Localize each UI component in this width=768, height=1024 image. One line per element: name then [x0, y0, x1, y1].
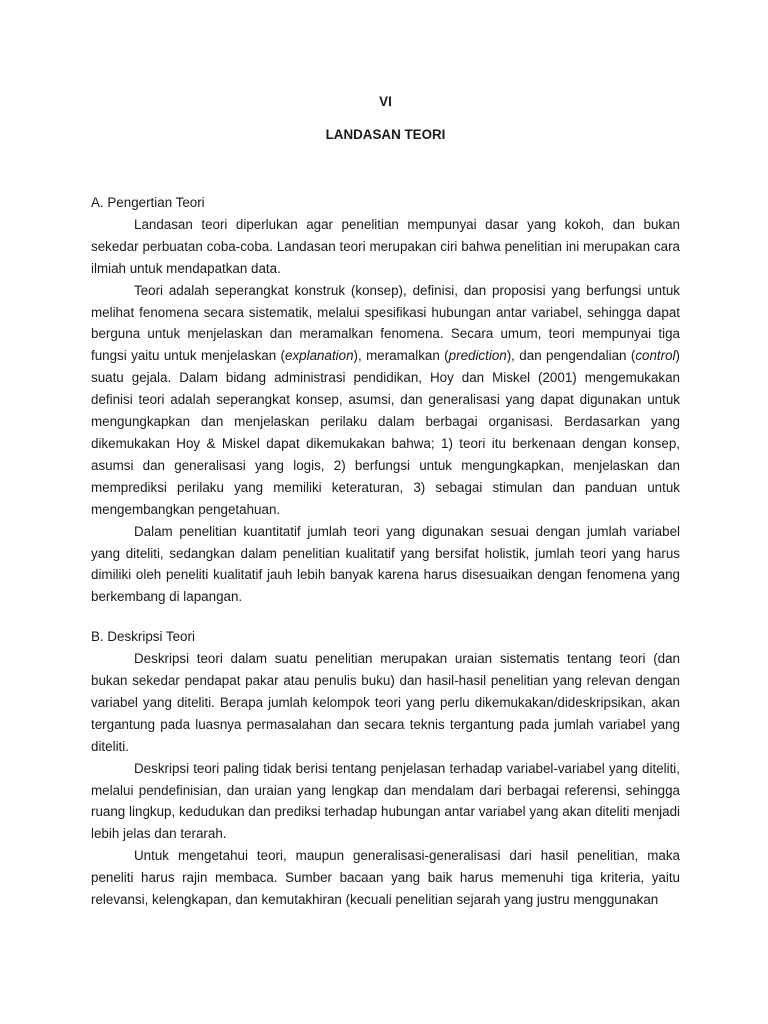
- paragraph-text: Teori adalah seperangkat konstruk (konsep), definisi, dan proposisi yang berfungsi untuk melihat fenomena secara sistematik, melalui spesifikasi hubungan antar variabel, sehingga dapat berguna untuk menjelaskan dan meramalkan fenomena. Secara umum, teori mempunyai tiga fungsi yaitu untuk menjelaskan (: [91, 282, 680, 364]
- section-pengertian-teori: [91, 192, 680, 608]
- italic-term: explanation: [285, 348, 354, 364]
- paragraph: Landasan teori diperlukan agar penelitian mempunyai dasar yang kokoh, dan bukan sekedar perbuatan coba-coba. Landasan teori merupakan ciri bahwa penelitian ini merupakan cara ilmiah untuk mendapatkan data.: [91, 216, 680, 276]
- paragraph: [91, 280, 680, 521]
- chapter-number: VI: [379, 94, 392, 109]
- paragraph: Deskripsi teori dalam suatu penelitian merupakan uraian sistematis tentang teori (dan bukan sekedar pendapat pakar atau penulis buku) dan hasil-hasil penelitian yang relevan dengan variabel yang diteliti. Berapa jumlah kelompok teori yang perlu dikemukakan/dideskripsikan, akan tergantung pada luasnya permasalahan dan secara teknis tergantung pada jumlah variabel yang diteliti.: [91, 651, 680, 754]
- paragraph: Deskripsi teori paling tidak berisi tentang penjelasan terhadap variabel-variabel yang diteliti, melalui pendefinisian, dan uraian yang lengkap dan mendalam dari berbagai referensi, sehingga ruang lingkup, kedudukan dan prediksi terhadap hubungan antar variabel yang akan diteliti menjadi lebih jelas dan terarah.: [91, 760, 680, 842]
- section-heading: B. Deskripsi Teori: [91, 629, 195, 645]
- section-heading: A. Pengertian Teori: [91, 195, 205, 210]
- chapter-title: LANDASAN TEORI: [325, 127, 446, 142]
- italic-term: control: [635, 348, 676, 364]
- paragraph-text: ), dan pengendalian (: [506, 348, 636, 364]
- paragraph-text: ), meramalkan (: [353, 348, 449, 364]
- paragraph-text: ) suatu gejala. Dalam bidang administrasi pendidikan, Hoy dan Miskel (2001) mengemukakan definisi teori adalah seperangkat konsep, asumsi, dan generalisasi yang dapat digunakan untuk mengungkapkan dan menjelaskan perilaku dalam berbagai organisasi. Berdasarkan yang dikemukakan Hoy & Miskel dapat dikemukakan bahwa; 1) teori itu berkenaan dengan konsep, asumsi dan generalisasi yang logis, 2) berfungsi untuk mengungkapkan, menjelaskan dan memprediksi perilaku yang memiliki keteraturan, 3) sebagai stimulan dan panduan untuk mengembangkan pengetahuan.: [91, 348, 680, 517]
- paragraph: Untuk mengetahui teori, maupun generalisasi-generalisasi dari hasil penelitian, maka peneliti harus rajin membaca. Sumber bacaan yang baik harus memenuhi tiga kriteria, yaitu relevansi, kelengkapan, dan kemutakhiran (kecuali penelitian sejarah yang justru menggunakan: [91, 848, 680, 908]
- italic-term: prediction: [448, 348, 507, 364]
- paragraph: Dalam penelitian kuantitatif jumlah teori yang digunakan sesuai dengan jumlah variabel yang diteliti, sedangkan dalam penelitian kualitatif yang bersifat holistik, jumlah teori yang harus dimiliki oleh peneliti kualitatif jauh lebih banyak karena harus disesuaikan dengan fenomena yang berkembang di lapangan.: [91, 523, 680, 605]
- section-deskripsi-teori: [91, 626, 680, 911]
